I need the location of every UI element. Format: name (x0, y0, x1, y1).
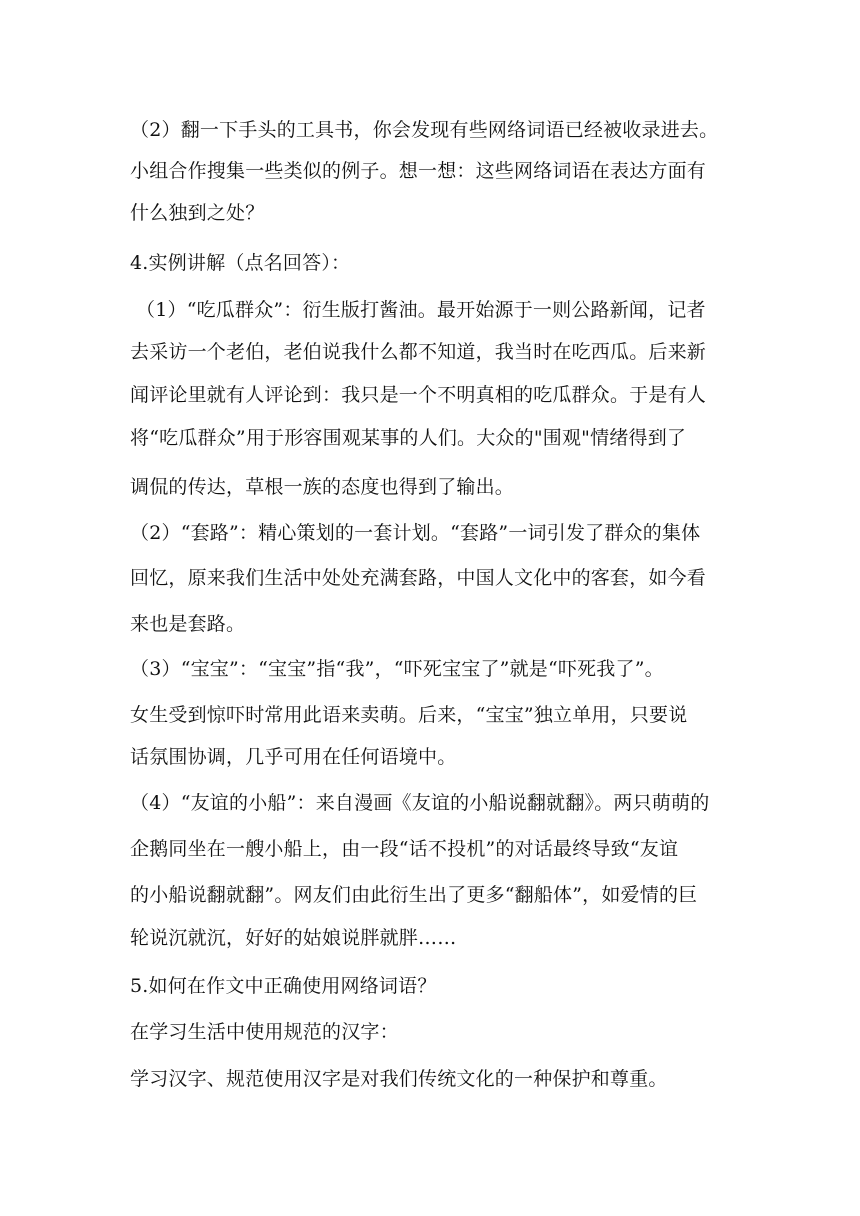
paragraph-line: 学习汉字、规范使用汉字是对我们传统文化的一种保护和尊重。 (130, 1068, 668, 1090)
paragraph-line: （3）“宝宝”：“宝宝”指“我”，“吓死宝宝了”就是“吓死我了”。 (130, 658, 664, 680)
paragraph-line: 将“吃瓜群众”用于形容围观某事的人们。大众的"围观"情绪得到了 (130, 427, 687, 449)
paragraph-line: 去采访一个老伯，老伯说我什么都不知道，我当时在吃西瓜。后来新 (130, 341, 707, 363)
paragraph-line: 什么独到之处？ (130, 202, 265, 224)
section-heading: 4.实例讲解（点名回答）： (130, 252, 351, 274)
paragraph-line: 回忆，原来我们生活中处处充满套路，中国人文化中的客套，如今看 (130, 567, 707, 589)
paragraph-line: （2）“套路”：精心策划的一套计划。“套路”一词引发了群众的集体 (130, 522, 701, 544)
paragraph-line: 轮说沉就沉，好好的姑娘说胖就胖…… (130, 927, 457, 949)
section-heading: 5.如何在作文中正确使用网络词语？ (130, 975, 437, 997)
paragraph-line: 企鹅同坐在一艘小船上，由一段“话不投机”的对话最终导致“友谊 (130, 838, 679, 860)
paragraph-line: （4）“友谊的小船”：来自漫画《友谊的小船说翻就翻》。两只萌萌的 (130, 792, 710, 814)
paragraph-line: 闻评论里就有人评论到：我只是一个不明真相的吃瓜群众。于是有人 (130, 384, 707, 406)
paragraph-line: （1）“吃瓜群众”：衍生版打酱油。最开始源于一则公路新闻，记者 (136, 299, 706, 321)
paragraph-line: （2）翻一下手头的工具书，你会发现有些网络词语已经被收录进去。 (130, 119, 719, 141)
paragraph-line: 小组合作搜集一些类似的例子。想一想：这些网络词语在表达方面有 (130, 160, 707, 182)
paragraph-line: 女生受到惊吓时常用此语来卖萌。后来，“宝宝”独立单用，只要说 (130, 704, 688, 726)
paragraph-line: 的小船说翻就翻”。网友们由此衍生出了更多“翻船体”，如爱情的巨 (130, 884, 698, 906)
paragraph-line: 话氛围协调，几乎可用在任何语境中。 (130, 746, 457, 768)
paragraph-line: 在学习生活中使用规范的汉字： (130, 1021, 399, 1043)
paragraph-line: 调侃的传达，草根一族的态度也得到了输出。 (130, 476, 515, 498)
paragraph-line: 来也是套路。 (130, 613, 246, 635)
